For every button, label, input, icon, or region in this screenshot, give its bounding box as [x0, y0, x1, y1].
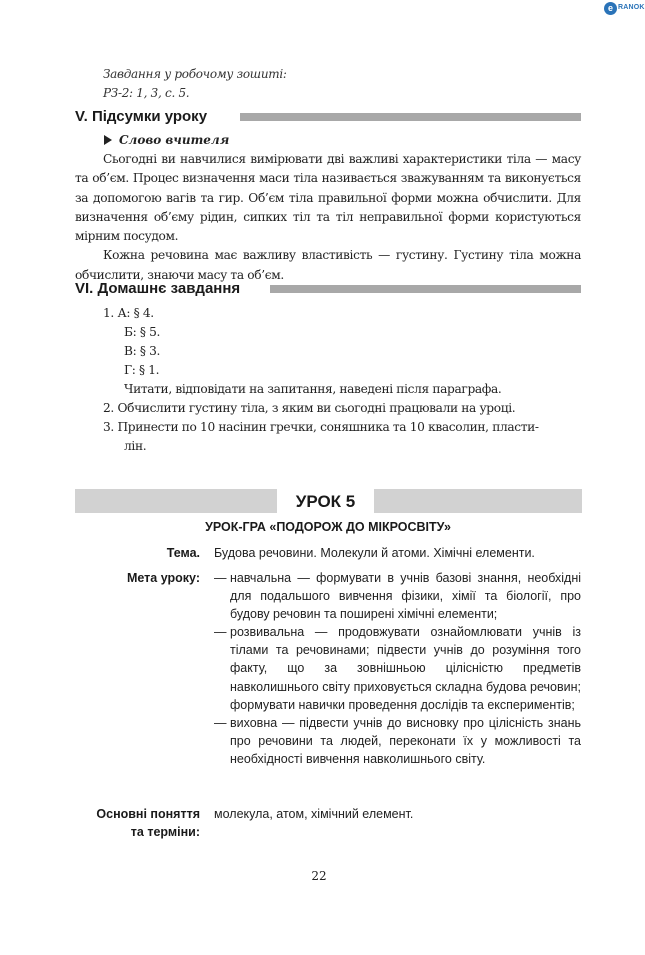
section-6-bar: [270, 285, 581, 293]
dash-marker: —: [214, 571, 227, 585]
list-item: [103, 399, 539, 418]
list-item: [103, 380, 539, 399]
list-item: [214, 714, 581, 768]
list-item: [214, 623, 581, 713]
summary-paragraph-1: Сьогодні ви навчилися вимірювати дві важливі характеристики тіла — масу та об’єм. Процес визначення маси тіла називається зважуванням та виконується за допомогою вагів та гир. Об’єм тіла правильної форми можна обчислити. Для визначення об’єму рідин, сипких тіл та тіл неправильної форми користуються мірним посудом.: [75, 152, 581, 244]
page-number: 22: [311, 869, 327, 883]
item-text: В: § 3.: [124, 344, 161, 358]
section-5-heading: [75, 108, 581, 126]
lesson-game-title: УРОК-ГРА «ПОДОРОЖ ДО МІКРОСВІТУ»: [205, 520, 451, 534]
list-item: [214, 569, 581, 623]
list-item: [103, 323, 539, 342]
goal-text: навчальна — формувати в учнів базові знання, необхідні для подальшого вивчення фізики, хімії та біології, про будову речовин та поширені хімічні елементи;: [230, 571, 581, 622]
section-6-heading: [75, 280, 581, 298]
homework-list: [103, 304, 539, 456]
concepts-label-line-2: та терміни:: [130, 825, 200, 839]
item-text: Обчислити густину тіла, з яким ви сьогодні працювали на уроці.: [117, 401, 516, 415]
publisher-logo: [604, 2, 645, 16]
topic-label: Тема.: [166, 546, 200, 560]
item-number: 2.: [103, 401, 114, 415]
summary-text: [75, 150, 581, 285]
item-number: 3.: [103, 420, 114, 434]
lesson-title: УРОК 5: [277, 489, 374, 513]
item-number: 1.: [103, 306, 114, 320]
item-text: лін.: [124, 439, 147, 453]
item-text: А: § 4.: [117, 306, 154, 320]
item-text: Принести по 10 насінин гречки, соняшника та 10 квасолин, пласти-: [117, 420, 539, 434]
concepts-label-line-1: Основні поняття: [96, 807, 200, 821]
concepts-value: молекула, атом, хімічний елемент.: [214, 807, 414, 821]
goals-list: [214, 569, 581, 768]
list-item: [103, 361, 539, 380]
workbook-line-1: Завдання у робочому зошиті:: [103, 67, 287, 81]
list-item: [103, 418, 539, 437]
item-text: Б: § 5.: [124, 325, 161, 339]
dash-marker: —: [214, 715, 227, 730]
section-5-bar: [240, 113, 581, 121]
list-item: [103, 342, 539, 361]
section-5-title: V. Підсумки уроку: [75, 108, 208, 125]
goal-label: Мета уроку:: [126, 571, 200, 585]
item-text: Г: § 1.: [124, 363, 160, 377]
triangle-bullet-icon: [104, 135, 112, 145]
section-6-title: VI. Домашнє завдання: [75, 280, 241, 297]
list-item: [103, 304, 539, 323]
subheading-text: Слово вчителя: [119, 133, 230, 147]
logo-text: RANOK: [618, 4, 645, 11]
goal-text: виховна — підвести учнів до висновку про цілісність знань про речовини та людей, переконати їх у можливості та необхідності вивчення навколишнього світу.: [230, 715, 581, 766]
workbook-line-2: РЗ-2: 1, 3, с. 5.: [103, 86, 190, 100]
list-item: [103, 437, 539, 456]
summary-paragraph-2: Кожна речовина має важливу властивість — густину. Густину тіла можна обчислити, знаючи масу та об’єм.: [75, 248, 581, 282]
dash-marker: —: [214, 625, 227, 640]
teacher-word-subheading: [104, 133, 229, 147]
goal-text: розвивальна — продовжувати ознайомлювати учнів із тілами та речовинами; підвести учнів до розуміння того факту, що за зовнішньою цілісністю предметів навколишнього світу приховується складна будова речовин; формувати навички проведення дослідів та експериментів;: [230, 625, 581, 712]
item-text: Читати, відповідати на запитання, наведені після параграфа.: [124, 382, 502, 396]
lesson-header-band: [75, 489, 582, 513]
topic-value: Будова речовини. Молекули й атоми. Хімічні елементи.: [214, 546, 535, 560]
logo-mark: e: [604, 2, 617, 15]
